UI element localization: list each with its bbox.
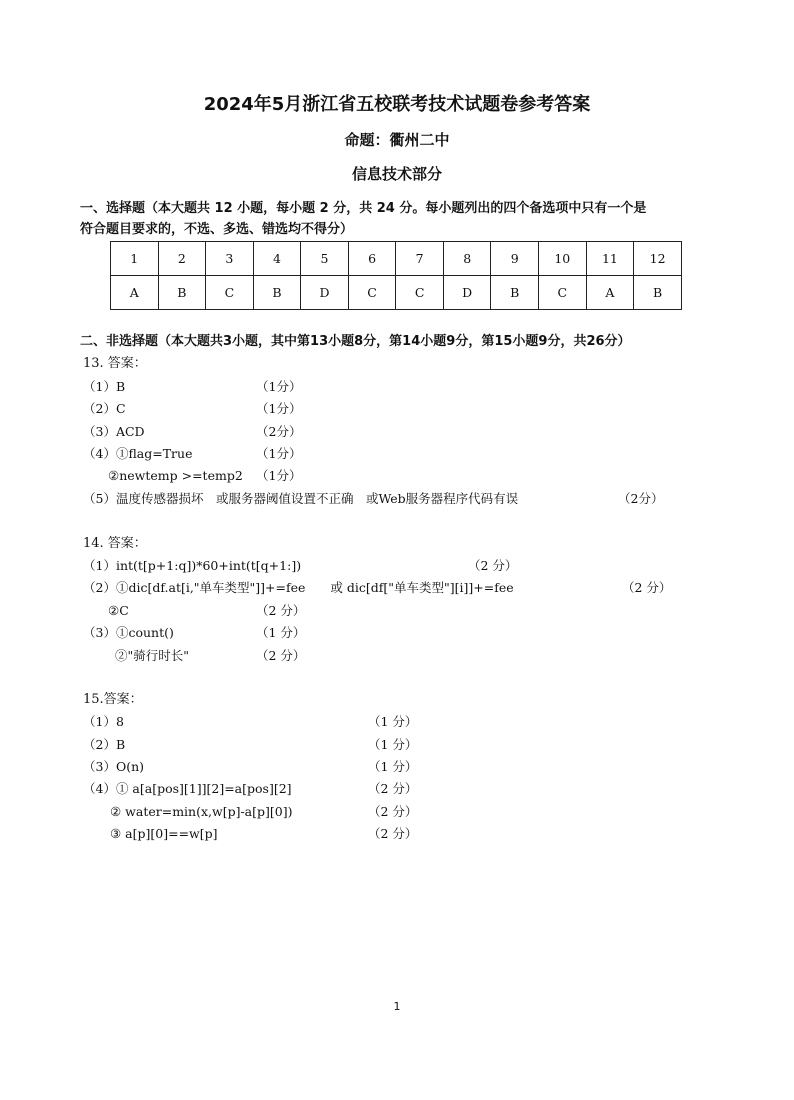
q15-score: （2 分） bbox=[368, 781, 418, 796]
question-number: 5 bbox=[301, 242, 349, 276]
q15-score: （2 分） bbox=[368, 804, 418, 819]
q13-answer: （3）ACD bbox=[83, 424, 145, 439]
answer-cell: D bbox=[443, 276, 491, 310]
part2-heading: 二、非选择题（本大题共3小题，其中第13小题8分，第14小题9分，第15小题9分，共26分） bbox=[80, 334, 631, 349]
q13-score: （1分） bbox=[256, 379, 302, 394]
page-number: 1 bbox=[393, 1000, 401, 1013]
answer-cell: C bbox=[348, 276, 396, 310]
answer-cell: B bbox=[253, 276, 301, 310]
q13-answer: （5）温度传感器损坏 或服务器阈值设置不正确 或Web服务器程序代码有误 bbox=[83, 491, 519, 506]
answer-cell: A bbox=[586, 276, 634, 310]
q14-answer: （2）①dic[df.at[i,"单车类型"]]+=fee 或 dic[df["单车类型"][i]]+=fee bbox=[83, 580, 514, 595]
q14-score: （2 分） bbox=[256, 648, 306, 663]
q15-answer: （3）O(n) bbox=[83, 759, 145, 774]
answer-cell: B bbox=[634, 276, 682, 310]
question-number: 6 bbox=[348, 242, 396, 276]
question-number: 12 bbox=[634, 242, 682, 276]
q15-score: （2 分） bbox=[368, 826, 418, 841]
q15-score: （1 分） bbox=[368, 714, 418, 729]
q14-heading: 14. 答案： bbox=[83, 536, 147, 551]
answer-cell: C bbox=[206, 276, 254, 310]
q15-score: （1 分） bbox=[368, 759, 418, 774]
question-number: 1 bbox=[111, 242, 159, 276]
answer-cell: B bbox=[158, 276, 206, 310]
q13-answer: （4）①flag=True bbox=[83, 446, 193, 461]
q15-answer: （2）B bbox=[83, 737, 126, 752]
part1-heading-line1: 一、选择题（本大题共 12 小题，每小题 2 分，共 24 分。每小题列出的四个备选项中只有一个是 bbox=[80, 201, 647, 216]
q13-score: （1分） bbox=[256, 401, 302, 416]
q15-answer: ③ a[p][0]==w[p] bbox=[110, 826, 218, 841]
q15-answer: ② water=min(x,w[p]-a[p][0]) bbox=[110, 804, 293, 819]
q14-answer: （3）①count() bbox=[83, 625, 174, 640]
multiple-choice-answer-table bbox=[110, 241, 682, 310]
q15-score: （1 分） bbox=[368, 737, 418, 752]
q13-score: （2分） bbox=[618, 491, 664, 506]
answer-cell: D bbox=[301, 276, 349, 310]
answer-cell: C bbox=[396, 276, 444, 310]
q13-answer: ②newtemp >=temp2 bbox=[108, 468, 243, 483]
answer-cell: C bbox=[539, 276, 587, 310]
q14-score: （2 分） bbox=[468, 558, 518, 573]
q13-score: （1分） bbox=[256, 446, 302, 461]
q14-answer: ②C bbox=[108, 603, 129, 618]
q14-score: （1 分） bbox=[256, 625, 306, 640]
q14-answer: （1）int(t[p+1:q])*60+int(t[q+1:]) bbox=[83, 558, 302, 573]
question-number: 11 bbox=[586, 242, 634, 276]
question-number: 4 bbox=[253, 242, 301, 276]
question-number: 9 bbox=[491, 242, 539, 276]
q13-answer: （2）C bbox=[83, 401, 126, 416]
part1-heading bbox=[80, 198, 720, 240]
section-title: 信息技术部分 bbox=[351, 165, 442, 183]
q13-answer: （1）B bbox=[83, 379, 126, 394]
q14-score: （2 分） bbox=[622, 580, 672, 595]
q15-answer: （1）8 bbox=[83, 714, 124, 729]
question-number: 7 bbox=[396, 242, 444, 276]
question-number: 8 bbox=[443, 242, 491, 276]
question-number: 10 bbox=[539, 242, 587, 276]
answer-cell: B bbox=[491, 276, 539, 310]
answer-row bbox=[111, 276, 682, 310]
page-title: 2024年5月浙江省五校联考技术试题卷参考答案 bbox=[203, 94, 591, 115]
q14-score: （2 分） bbox=[256, 603, 306, 618]
q13-heading: 13. 答案： bbox=[83, 356, 147, 371]
q13-score: （2分） bbox=[256, 424, 302, 439]
author-line: 命题：衢州二中 bbox=[344, 131, 450, 149]
q13-score: （1分） bbox=[256, 468, 302, 483]
q15-heading: 15.答案： bbox=[83, 692, 143, 707]
q15-answer: （4）① a[a[pos][1]][2]=a[pos][2] bbox=[83, 781, 292, 796]
question-number: 2 bbox=[158, 242, 206, 276]
answer-cell: A bbox=[111, 276, 159, 310]
part1-heading-line2: 符合题目要求的，不选、多选、错选均不得分） bbox=[80, 222, 354, 237]
question-number-row bbox=[111, 242, 682, 276]
q14-answer: ②"骑行时长" bbox=[115, 648, 189, 663]
question-number: 3 bbox=[206, 242, 254, 276]
